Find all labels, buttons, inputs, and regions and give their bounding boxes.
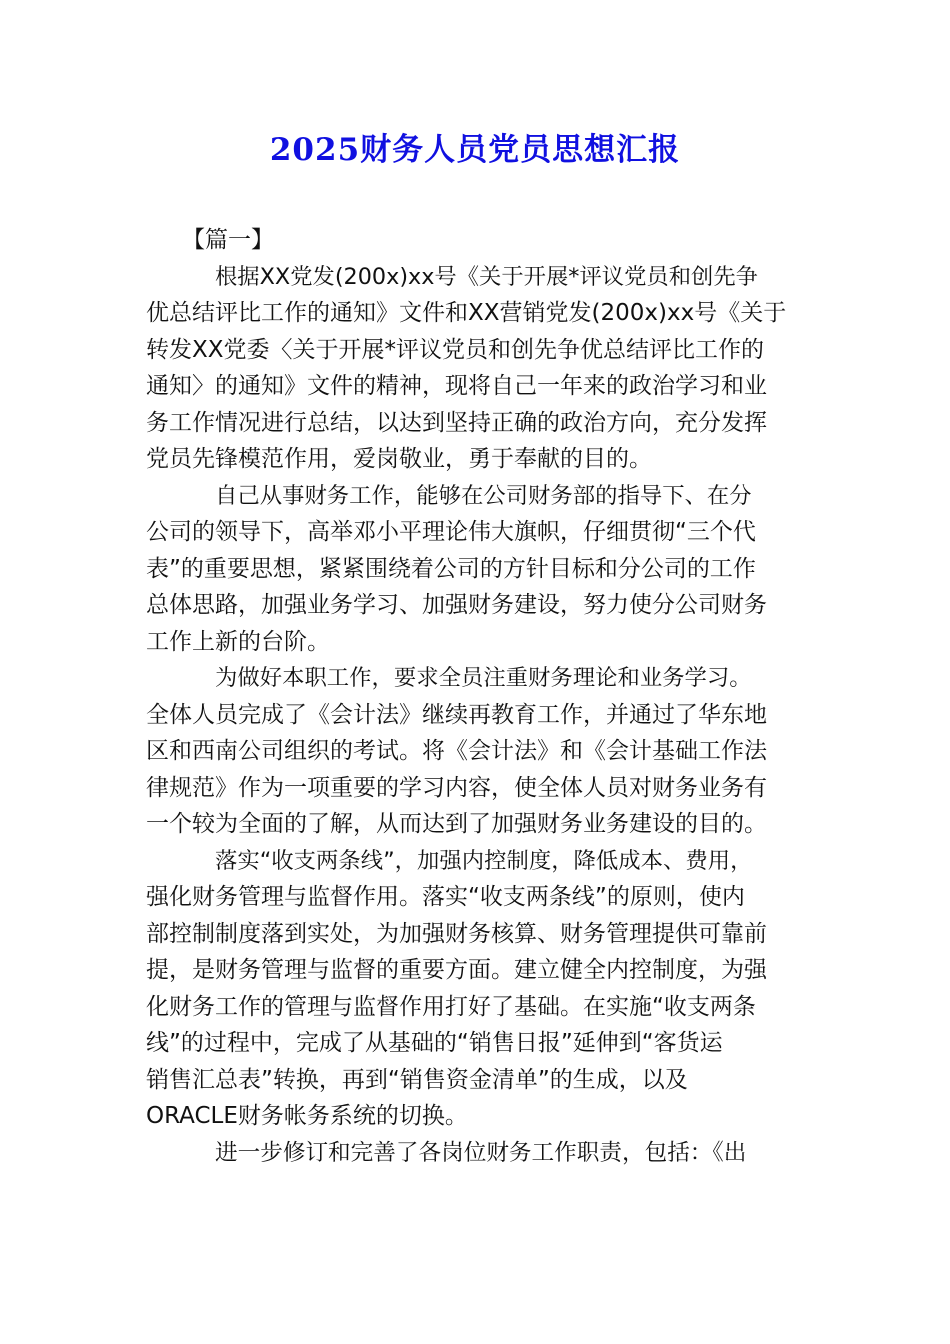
text-line: 化财务工作的管理与监督作用打好了基础。在实施“收支两条 <box>146 993 756 1020</box>
paragraph-1 <box>146 259 806 478</box>
text-line: 为做好本职工作，要求全员注重财务理论和业务学习。 <box>215 665 752 691</box>
section-label: 【篇一】 <box>182 227 274 253</box>
text-line: 全体人员完成了《会计法》继续再教育工作，并通过了华东地 <box>146 701 767 728</box>
paragraph-5 <box>146 1135 806 1172</box>
text-line: 落实“收支两条线”，加强内控制度，降低成本、费用， <box>215 847 753 874</box>
text-line: 进一步修订和完善了各岗位财务工作职责，包括：《出 <box>215 1139 747 1166</box>
text-line: 工作上新的台阶。 <box>146 628 330 655</box>
document-title: 2025财务人员党员思想汇报 <box>269 132 681 168</box>
paragraph-4 <box>146 843 806 1135</box>
text-line: 务工作情况进行总结，以达到坚持正确的政治方向，充分发挥 <box>146 409 767 436</box>
paragraph-2 <box>146 478 806 661</box>
text-line: 转发XX党委〈关于开展*评议党员和创先争优总结评比工作的 <box>146 336 765 363</box>
text-line: 一个较为全面的了解，从而达到了加强财务业务建设的目的。 <box>146 811 767 837</box>
text-line: 表”的重要思想，紧紧围绕着公司的方针目标和分公司的工作 <box>146 555 756 582</box>
text-line: 销售汇总表”转换，再到“销售资金清单”的生成，以及 <box>146 1066 688 1093</box>
text-line: 强化财务管理与监督作用。落实“收支两条线”的原则，使内 <box>146 884 745 910</box>
text-line: 党员先锋模范作用，爱岗敬业，勇于奉献的目的。 <box>146 446 652 472</box>
text-line: 提，是财务管理与监督的重要方面。建立健全内控制度，为强 <box>146 957 767 983</box>
text-line: 线”的过程中，完成了从基础的“销售日报”延伸到“客货运 <box>146 1030 723 1056</box>
text-line: ORACLE财务帐务系统的切换。 <box>146 1103 468 1129</box>
text-line: 部控制制度落到实处，为加强财务核算、财务管理提供可靠前 <box>146 920 767 947</box>
text-line: 公司的领导下，高举邓小平理论伟大旗帜，仔细贯彻“三个代 <box>146 519 756 545</box>
text-line: 律规范》作为一项重要的学习内容，使全体人员对财务业务有 <box>146 774 767 801</box>
text-line: 总体思路，加强业务学习、加强财务建设，努力使分公司财务 <box>146 592 767 618</box>
document-body <box>146 222 806 1171</box>
text-line: 区和西南公司组织的考试。将《会计法》和《会计基础工作法 <box>146 738 767 764</box>
text-line: 通知〉的通知》文件的精神，现将自己一年来的政治学习和业 <box>146 373 767 399</box>
text-line: 根据XX党发(200x)xx号《关于开展*评议党员和创先争 <box>215 263 758 290</box>
paragraph-3 <box>146 660 806 843</box>
text-line: 优总结评比工作的通知》文件和XX营销党发(200x)xx号《关于 <box>146 300 787 326</box>
text-line: 自己从事财务工作，能够在公司财务部的指导下、在分 <box>215 482 752 509</box>
